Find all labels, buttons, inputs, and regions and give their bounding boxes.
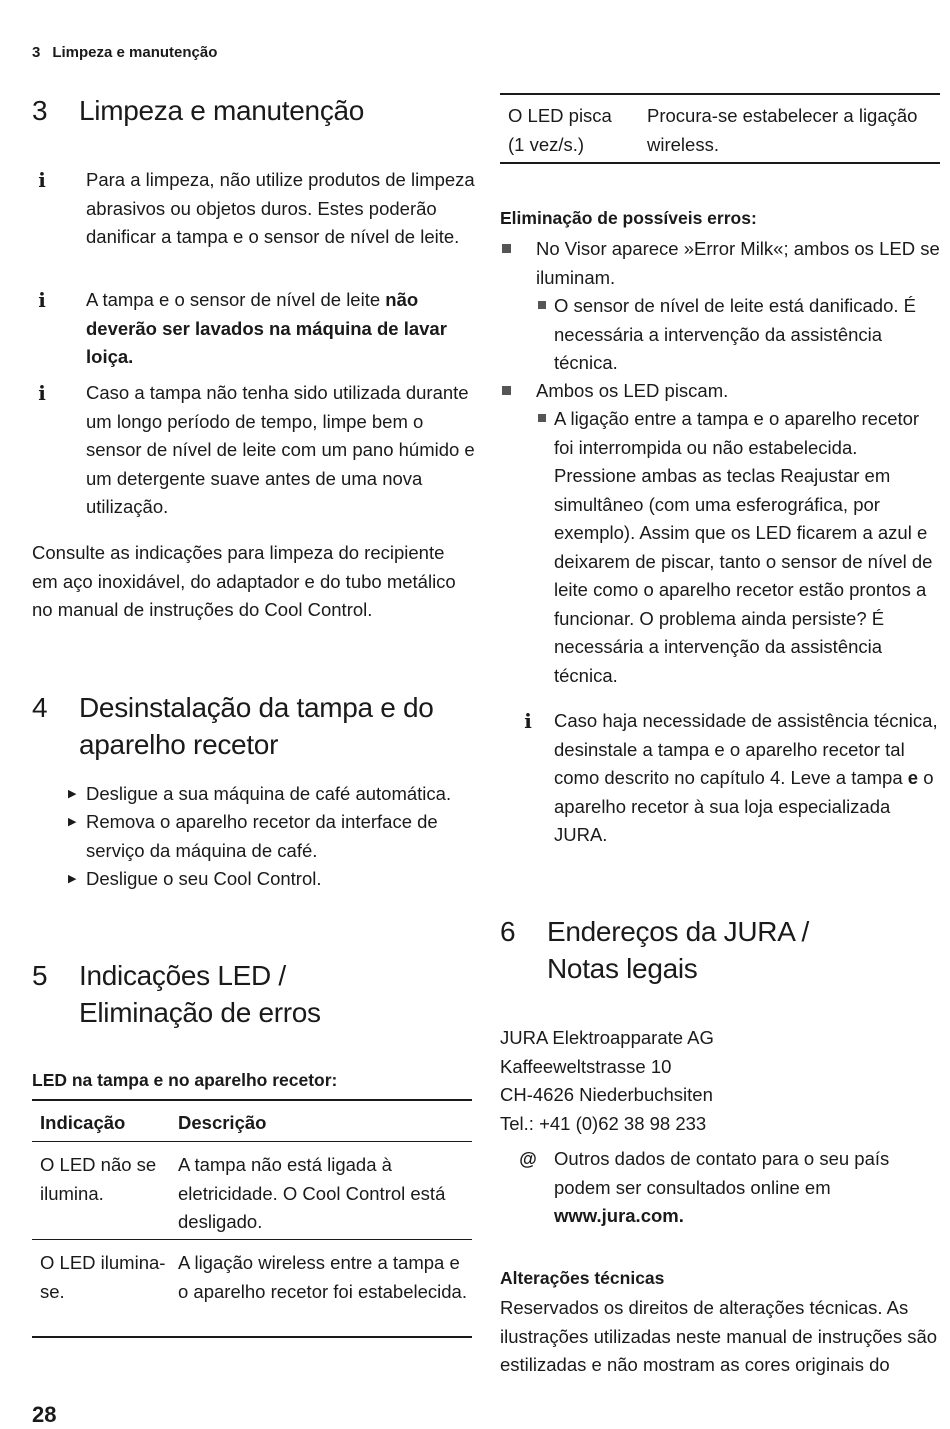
- step-3-text: Desligue o seu Cool Control.: [86, 868, 322, 889]
- section-6-heading: [500, 913, 940, 987]
- contact-note-text-regular: Outros dados de contato para o seu país podem ser consultados online em: [554, 1148, 890, 1198]
- jura-website-link[interactable]: www.jura.com.: [554, 1205, 684, 1226]
- step-2-text: Remova o aparelho recetor da interface de serviço da máquina de café.: [86, 811, 438, 861]
- error-item-2-text: Ambos os LED piscam.: [536, 380, 729, 401]
- table-continued-bottom-rule: [500, 162, 940, 164]
- info-icon: i: [38, 381, 46, 405]
- service-note-text: [554, 707, 944, 850]
- address-line-street: Kaffeeweltstrasse 10: [500, 1055, 672, 1077]
- tech-changes-text: Reservados os direitos de alterações técnicas. As ilustrações utilizadas neste manual de instruções são estilizadas e não mostram as cores originais do: [500, 1297, 938, 1375]
- page-number: 28: [32, 1402, 57, 1427]
- note-3-text: Caso a tampa não tenha sido utilizada durante um longo período de tempo, limpe bem o sensor de nível de leite com um pano húmido e um detergente suave antes de uma nova utilização.: [86, 382, 475, 517]
- address-line-company: JURA Elektroapparate AG: [500, 1027, 714, 1048]
- section-5-title-line-2: Eliminação de erros: [79, 997, 321, 1028]
- table-top-rule: [32, 1099, 472, 1101]
- section-3-title: Limpeza e manutenção: [79, 95, 365, 126]
- service-note-text-part-1: Caso haja necessidade de assistência técnica, desinstale a tampa e o aparelho recetor tal como descrito no capítulo 4. Leve a tampa: [554, 710, 938, 788]
- table-row-3-descricao: Procura-se estabelecer a ligação wireless.: [647, 105, 918, 155]
- errors-heading: Eliminação de possíveis erros:: [500, 208, 757, 228]
- table-header-rule: [32, 1141, 472, 1142]
- table-header-descricao: Descrição: [178, 1112, 267, 1133]
- led-table-heading: LED na tampa e no aparelho recetor:: [32, 1070, 338, 1090]
- section-5-title-line-1: Indicações LED /: [79, 960, 286, 991]
- section-4-title-line-2: aparelho recetor: [79, 729, 279, 760]
- error-item-2-sub-text: A ligação entre a tampa e o aparelho recetor foi interrompida ou não estabelecida. Pressione ambas as teclas Reajustar em simultâneo (com uma esferográfica, por exemplo). Assim que os LED ficarem a azul e deixarem de piscar, tanto o sensor de nível de leite como o aparelho recetor estão prontos a funcionar. O problema ainda persiste? É necessária a intervenção da assistência técnica.: [554, 408, 933, 686]
- contact-note-text: [554, 1145, 944, 1231]
- table-bottom-rule: [32, 1336, 472, 1338]
- table-row-1-descricao: A tampa não está ligada à eletricidade. O Cool Control está desligado.: [178, 1154, 446, 1232]
- error-item-1-sub-text: O sensor de nível de leite está danificado. É necessária a intervenção da assistência técnica.: [554, 295, 916, 373]
- arrow-right-icon: ▶: [68, 816, 77, 828]
- section-3-heading: [32, 92, 472, 129]
- section-5-number: 5: [32, 960, 48, 991]
- section-3-paragraph: Consulte as indicações para limpeza do recipiente em aço inoxidável, do adaptador e do tubo metálico no manual de instruções do Cool Control.: [32, 542, 456, 620]
- square-bullet-icon: [538, 301, 546, 309]
- note-2-text-bold: não deverão ser lavados na máquina de lavar loiça.: [86, 289, 447, 367]
- running-header-number: 3: [32, 44, 41, 61]
- note-1-text: Para a limpeza, não utilize produtos de limpeza abrasivos ou objetos duros. Estes poderão danificar a tampa e o sensor de nível de leite.: [86, 169, 475, 247]
- address-block: [500, 1024, 940, 1138]
- section-6-number: 6: [500, 916, 516, 947]
- square-bullet-icon: [502, 386, 511, 395]
- section-4-number: 4: [32, 692, 48, 723]
- note-2-text: [86, 286, 476, 372]
- table-row-2-indicacao: O LED ilumina-se.: [40, 1252, 166, 1302]
- section-3-number: 3: [32, 95, 48, 126]
- table-header-indicacao: Indicação: [40, 1112, 126, 1133]
- table-row-rule: [32, 1239, 472, 1240]
- arrow-right-icon: ▶: [68, 788, 77, 800]
- section-4-heading: [32, 689, 472, 763]
- info-icon: i: [524, 709, 532, 733]
- square-bullet-icon: [502, 244, 511, 253]
- arrow-right-icon: ▶: [68, 873, 77, 885]
- service-note-text-bold: e: [907, 767, 919, 788]
- error-item-1-text: No Visor aparece »Error Milk«; ambos os LED se iluminam.: [536, 238, 940, 288]
- address-line-city: CH-4626 Niederbuchsiten: [500, 1084, 713, 1105]
- section-4-title-line-1: Desinstalação da tampa e do: [79, 692, 434, 723]
- service-note-text-part-2: o aparelho recetor à sua loja especializada JURA.: [554, 767, 934, 845]
- table-row-3-indicacao: O LED pisca (1 vez/s.): [508, 105, 612, 155]
- info-icon: i: [38, 288, 46, 312]
- note-2-text-regular: A tampa e o sensor de nível de leite: [86, 289, 386, 310]
- at-sign-icon: @: [519, 1149, 537, 1169]
- table-row-2-descricao: A ligação wireless entre a tampa e o aparelho recetor foi estabelecida.: [178, 1252, 467, 1302]
- running-header-title: Limpeza e manutenção: [52, 44, 218, 61]
- address-line-phone: Tel.: +41 (0)62 38 98 233: [500, 1112, 707, 1134]
- table-row-1-indicacao: O LED não se ilumina.: [40, 1154, 157, 1204]
- step-1-text: Desligue a sua máquina de café automática.: [86, 783, 452, 804]
- table-continued-top-rule: [500, 93, 940, 95]
- square-bullet-icon: [538, 414, 546, 422]
- section-6-title-line-2: Notas legais: [547, 953, 698, 984]
- info-icon: i: [38, 168, 46, 192]
- section-6-title-line-1: Endereços da JURA /: [547, 916, 809, 947]
- section-5-heading: [32, 957, 472, 1031]
- tech-changes-heading: Alterações técnicas: [500, 1268, 665, 1288]
- running-header: [32, 44, 217, 61]
